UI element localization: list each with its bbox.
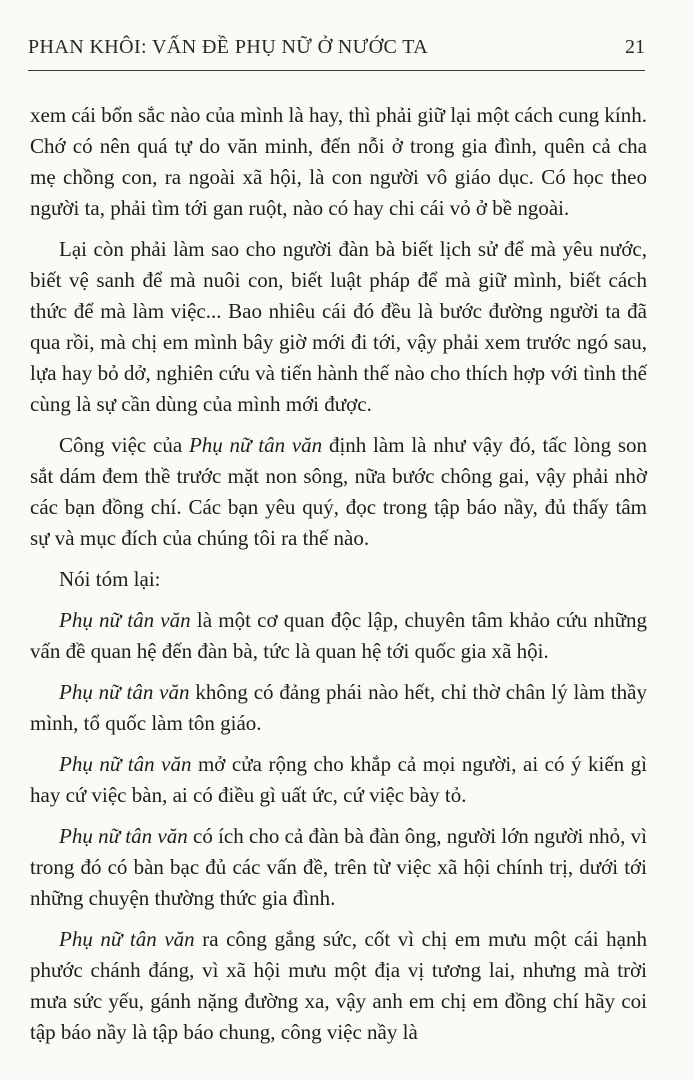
publication-name: Phụ nữ tân văn [59, 927, 195, 951]
running-header [28, 36, 645, 71]
publication-name: Phụ nữ tân văn [59, 608, 191, 632]
paragraph-5: Phụ nữ tân văn là một cơ quan độc lập, chuyên tâm khảo cứu những vấn đề quan hệ đến đàn bà, tức là quan hệ tới quốc gia xã hội. [30, 608, 648, 663]
paragraph-3: Công việc của Phụ nữ tân văn định làm là như vậy đó, tấc lòng son sắt dám đem thề trước mặt non sông, nữa bước chông gai, vậy phải nhờ các bạn đồng chí. Các bạn yêu quý, đọc trong tập báo nầy, đủ thấy tâm sự và mục đích của chúng tôi ra thế nào. [30, 433, 648, 550]
paragraph-2: Lại còn phải làm sao cho người đàn bà biết lịch sử để mà yêu nước, biết vệ sanh để mà nuôi con, biết luật pháp để mà giữ mình, biết cách thức để mà làm việc... Bao nhiêu cái đó đều là bước đường người ta đã qua rồi, mà chị em mình bây giờ mới đi tới, vậy phải xem trước ngó sau, lựa hay bỏ dở, nghiên cứu và tiến hành thế nào cho thích hợp với tình thế cùng là sự cần dùng của mình mới được. [30, 237, 647, 416]
paragraph-4: Nói tóm lại: [59, 567, 161, 591]
paragraph-8: Phụ nữ tân văn có ích cho cả đàn bà đàn ông, người lớn người nhỏ, vì trong đó có bàn bạc đủ các vấn đề, trên từ việc xã hội chính trị, dưới tới những chuyện thường thức gia đình. [30, 824, 647, 910]
paragraph-7: Phụ nữ tân văn mở cửa rộng cho khắp cả mọi người, ai có ý kiến gì hay cứ việc bàn, ai có điều gì uất ức, cứ việc bày tỏ. [30, 752, 648, 807]
paragraph-9: Phụ nữ tân văn ra công gắng sức, cốt vì chị em mưu một cái hạnh phước chánh đáng, vì xã hội mưu một địa vị tương lai, nhưng mà trời mưa sức yếu, gánh nặng đường xa, vậy anh em chị em đồng chí hãy coi tập báo nầy là tập báo chung, công việc nầy là [30, 927, 647, 1044]
publication-name: Phụ nữ tân văn [188, 433, 323, 457]
publication-name: Phụ nữ tân văn [59, 752, 192, 776]
publication-name: Phụ nữ tân văn [59, 680, 190, 704]
paragraph-1: xem cái bổn sắc nào của mình là hay, thì phải giữ lại một cách cung kính. Chớ có nên quá tự do văn minh, đến nỗi ở trong gia đình, quên cả cha mẹ chồng con, ra ngoài xã hội, là con người vô giáo dục. Có học theo người ta, phải tìm tới gan ruột, nào có hay chi cái vỏ ở bề ngoài. [30, 103, 647, 220]
header-title: PHAN KHÔI: VẤN ĐỀ PHỤ NỮ Ở NƯỚC TA [28, 36, 429, 58]
paragraph-6: Phụ nữ tân văn không có đảng phái nào hết, chỉ thờ chân lý làm thầy mình, tổ quốc làm tôn giáo. [30, 680, 647, 735]
body-text [30, 100, 647, 1058]
page-number: 21 [625, 36, 645, 58]
publication-name: Phụ nữ tân văn [59, 824, 188, 848]
